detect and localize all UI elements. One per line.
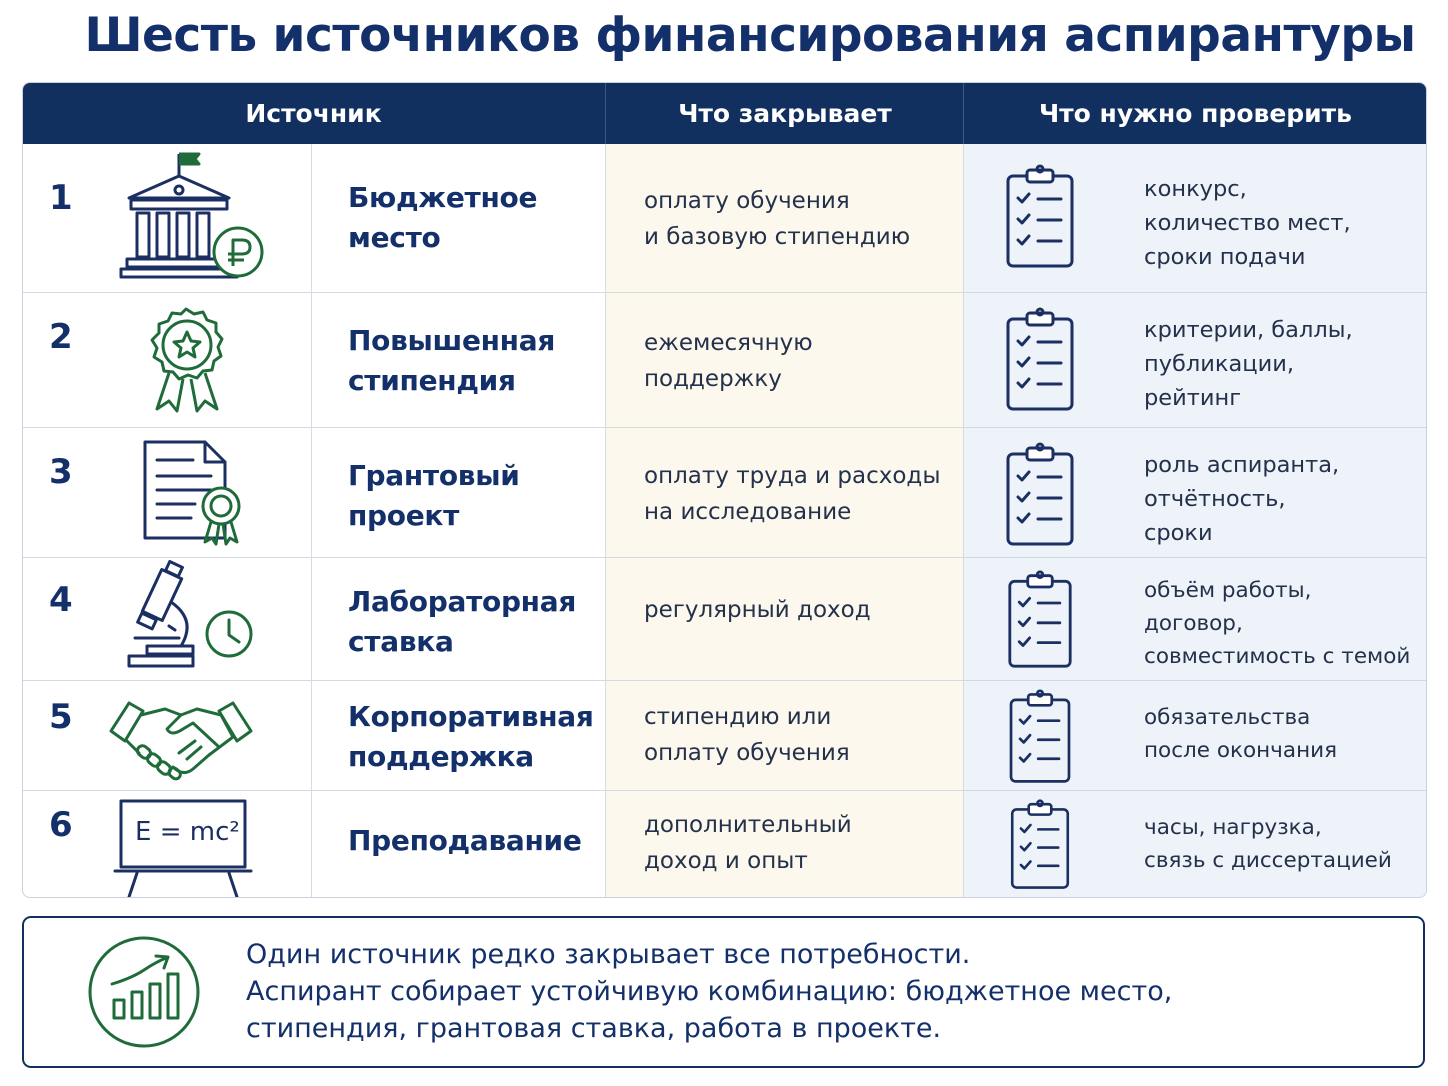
note-line: стипендия, грантовая ставка, работа в проекте.	[246, 1013, 942, 1044]
source-name-line: Лабораторная	[348, 585, 577, 618]
check-text	[1144, 574, 1410, 673]
table-row	[23, 790, 1426, 898]
row-number: 2	[49, 317, 73, 357]
check-line: конкурс,	[1144, 176, 1247, 202]
row-number: 4	[49, 580, 73, 620]
covers-line: и базовую стипендию	[644, 224, 911, 250]
source-name	[348, 821, 582, 861]
covers-line: поддержку	[644, 366, 782, 392]
handshake-icon	[109, 697, 253, 785]
covers-line: дополнительный	[644, 812, 852, 838]
check-line: отчётность,	[1144, 486, 1286, 512]
page-title: Шесть источников финансирования аспирантуры	[84, 8, 1416, 63]
source-name-line: Повышенная	[348, 324, 556, 357]
row-number: 5	[49, 697, 73, 737]
clipboard-checklist-icon	[1005, 689, 1075, 789]
check-line: рейтинг	[1144, 385, 1242, 411]
funding-table	[22, 82, 1427, 898]
bank-ruble-icon	[117, 150, 267, 286]
covers-line: доход и опыт	[644, 848, 808, 874]
row-number: 3	[49, 452, 73, 492]
check-line: договор,	[1144, 611, 1243, 636]
check-line: сроки	[1144, 520, 1213, 546]
covers-text	[644, 183, 910, 255]
covers-line: ежемесячную	[644, 330, 813, 356]
covers-line: стипендию или	[644, 704, 832, 730]
check-line: сроки подачи	[1144, 244, 1306, 270]
check-text	[1144, 313, 1353, 415]
award-rosette-icon	[141, 305, 231, 421]
table-header	[23, 83, 1426, 144]
note-line: Один источник редко закрывает все потребности.	[246, 939, 971, 970]
source-name-line: ставка	[348, 625, 454, 658]
source-name-line: Бюджетное	[348, 181, 538, 214]
source-name	[348, 321, 555, 401]
note-line: Аспирант собирает устойчивую комбинацию: бюджетное место,	[246, 976, 1173, 1007]
covers-line: на исследование	[644, 499, 852, 525]
clipboard-checklist-icon	[1005, 307, 1075, 417]
microscope-clock-icon	[125, 560, 257, 674]
row-number: 6	[49, 805, 73, 845]
certificate-document-icon	[141, 438, 247, 552]
header-check: Что нужно проверить	[963, 83, 1427, 144]
covers-text	[644, 458, 940, 530]
source-name	[348, 582, 576, 662]
clipboard-checklist-icon	[1005, 442, 1075, 552]
check-line: совместимость с темой	[1144, 644, 1411, 669]
check-text	[1144, 701, 1337, 767]
clipboard-checklist-icon	[1005, 164, 1075, 274]
check-line: связь с диссертацией	[1144, 848, 1392, 873]
note-text	[246, 936, 1172, 1047]
check-text	[1144, 172, 1351, 274]
covers-text	[644, 592, 871, 628]
source-name-line: Грантовый	[348, 459, 520, 492]
clipboard-checklist-icon	[1005, 799, 1075, 895]
check-line: роль аспиранта,	[1144, 452, 1340, 478]
source-name-line: Корпоративная	[348, 700, 594, 733]
table-row	[23, 680, 1426, 791]
table-row	[23, 557, 1426, 681]
covers-line: оплату обучения	[644, 740, 850, 766]
source-name	[348, 456, 520, 536]
check-line: количество мест,	[1144, 210, 1351, 236]
covers-text	[644, 325, 813, 397]
check-line: обязательства	[1144, 705, 1311, 730]
source-name-line: стипендия	[348, 364, 516, 397]
check-line: часы, нагрузка,	[1144, 815, 1322, 840]
board-formula: E = mc²	[135, 817, 240, 847]
table-row	[23, 144, 1426, 292]
check-line: публикации,	[1144, 351, 1294, 377]
source-name	[348, 178, 537, 258]
covers-line: оплату труда и расходы	[644, 463, 941, 489]
covers-line: оплату обучения	[644, 188, 850, 214]
covers-text	[644, 807, 852, 879]
source-name-line: Преподавание	[348, 824, 582, 857]
header-source: Источник	[245, 99, 382, 128]
check-text	[1144, 448, 1339, 550]
source-name-line: проект	[348, 499, 460, 532]
source-name-line: место	[348, 221, 441, 254]
table-row	[23, 292, 1426, 428]
check-line: после окончания	[1144, 738, 1338, 763]
growth-chart-icon	[86, 934, 202, 1054]
covers-text	[644, 699, 850, 771]
check-text	[1144, 811, 1392, 877]
summary-note	[22, 916, 1425, 1068]
source-name-line: поддержка	[348, 740, 534, 773]
row-number: 1	[49, 178, 73, 218]
header-covers: Что закрывает	[605, 83, 964, 144]
check-line: объём работы,	[1144, 578, 1312, 603]
covers-line: регулярный доход	[644, 597, 871, 623]
clipboard-checklist-icon	[1005, 570, 1075, 674]
table-row	[23, 427, 1426, 558]
check-line: критерии, баллы,	[1144, 317, 1353, 343]
source-name	[348, 697, 594, 777]
blackboard-formula-icon	[113, 797, 253, 898]
